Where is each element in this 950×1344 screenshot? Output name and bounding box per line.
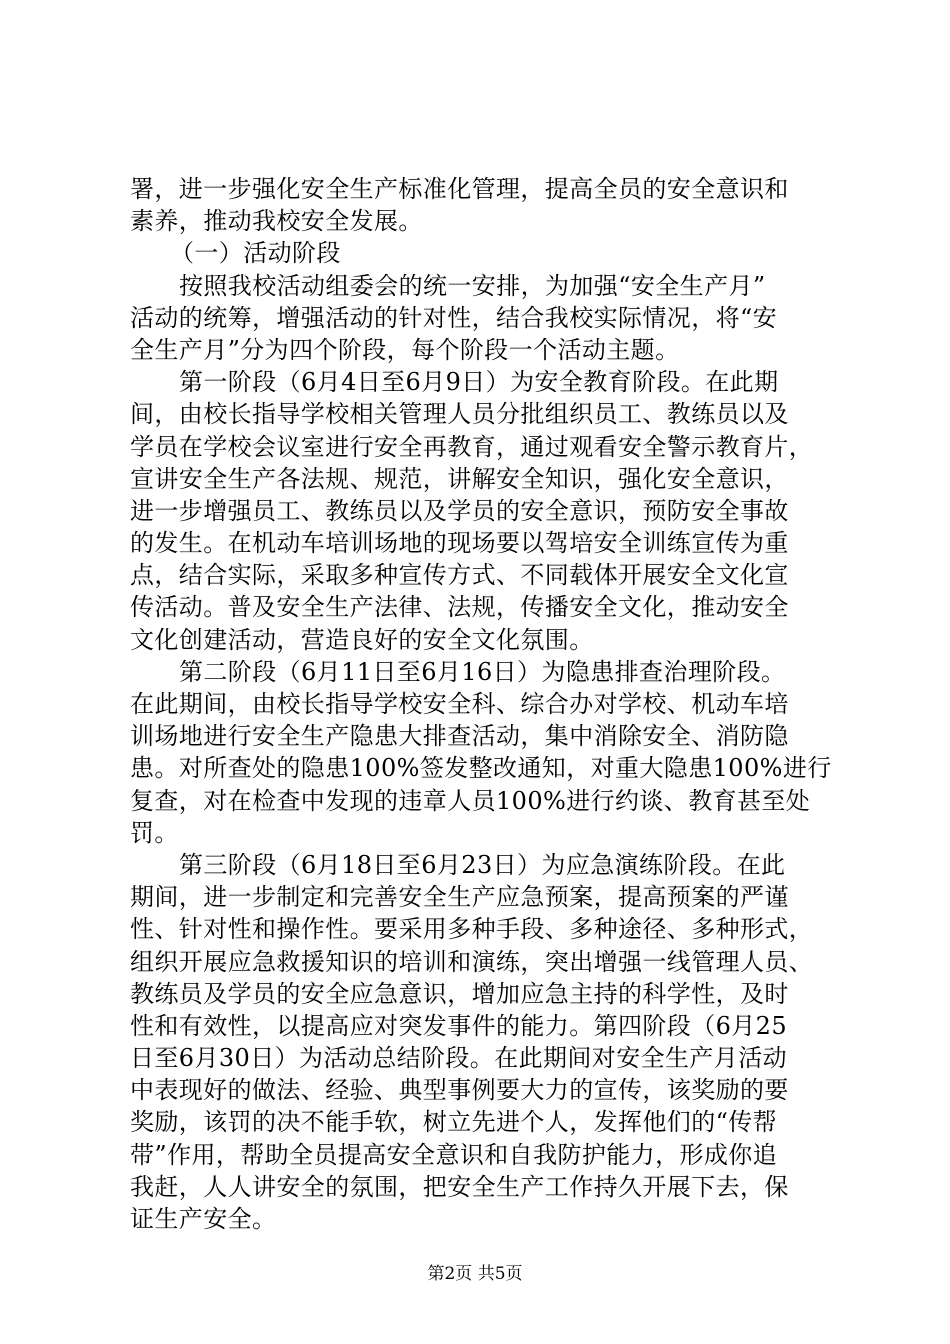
body-line: 署，进一步强化安全生产标准化管理，提高全员的安全意识和 [130,175,789,203]
body-line: 进一步增强员工、教练员以及学员的安全意识，预防安全事故 [130,496,789,525]
body-line: 我赶，人人讲安全的氛围，把安全生产工作持久开展下去，保 [130,1172,789,1201]
document-body [130,173,830,1235]
body-line: 第三阶段（6月18日至6月23日）为应急演练阶段。在此 [179,850,786,879]
body-line: 第二阶段（6月11日至6月16日）为隐患排查治理阶段。 [179,657,786,686]
body-line: 按照我校活动组委会的统一安排，为加强“安全生产月” [179,271,766,300]
body-line: 复查，对在检查中发现的违章人员100%进行约谈、教育甚至处 [130,786,811,815]
body-line: 传活动。普及安全生产法律、法规，传播安全文化，推动安全 [130,593,789,622]
body-line: 文化创建活动，营造良好的安全文化氛围。 [130,625,594,654]
body-line: 教练员及学员的安全应急意识，增加应急主持的科学性，及时 [130,979,789,1008]
body-line: 点，结合实际，采取多种宣传方式、不同载体开展安全文化宣 [130,561,789,590]
body-line: 性和有效性，以提高应对突发事件的能力。第四阶段（6月25 [130,1011,788,1040]
body-line: 间，由校长指导学校相关管理人员分批组织员工、教练员以及 [130,400,789,429]
section-heading: （一）活动阶段 [170,239,341,268]
page-number-footer: 第2页 共5页 [427,1264,523,1284]
body-line: 日至6月30日）为活动总结阶段。在此期间对安全生产月活动 [130,1044,788,1073]
body-line: 学员在学校会议室进行安全再教育，通过观看安全警示教育片， [130,432,814,461]
body-line: 中表现好的做法、经验、典型事例要大力的宣传，该奖励的要 [130,1076,789,1105]
body-line: 组织开展应急救援知识的培训和演练，突出增强一线管理人员、 [130,947,814,976]
body-line: 罚。 [130,818,179,847]
body-line: 证生产安全。 [130,1205,277,1233]
body-line: 宣讲安全生产各法规、规范，讲解安全知识，强化安全意识， [130,464,789,493]
body-line: 第一阶段（6月4日至6月9日）为安全教育阶段。在此期 [179,368,779,397]
body-line: 活动的统筹，增强活动的针对性，结合我校实际情况，将“安 [130,303,778,332]
body-line: 训场地进行安全生产隐患大排查活动，集中消除安全、消防隐 [130,722,789,751]
body-line: 期间，进一步制定和完善安全生产应急预案，提高预案的严谨 [130,883,789,912]
body-line: 性、针对性和操作性。要采用多种手段、多种途径、多种形式， [130,915,814,944]
body-line: 的发生。在机动车培训场地的现场要以驾培安全训练宣传为重 [130,529,789,558]
body-line: 在此期间，由校长指导学校安全科、综合办对学校、机动车培 [130,690,789,718]
body-line: 带”作用，帮助全员提高安全意识和自我防护能力，形成你追 [130,1140,778,1169]
body-line: 素养，推动我校安全发展。 [130,207,423,236]
body-line: 奖励，该罚的决不能手软，树立先进个人，发挥他们的“传帮 [130,1108,778,1137]
body-line: 全生产月”分为四个阶段，每个阶段一个活动主题。 [130,335,680,364]
body-line: 患。对所查处的隐患100%签发整改通知，对重大隐患100%进行 [130,754,832,783]
